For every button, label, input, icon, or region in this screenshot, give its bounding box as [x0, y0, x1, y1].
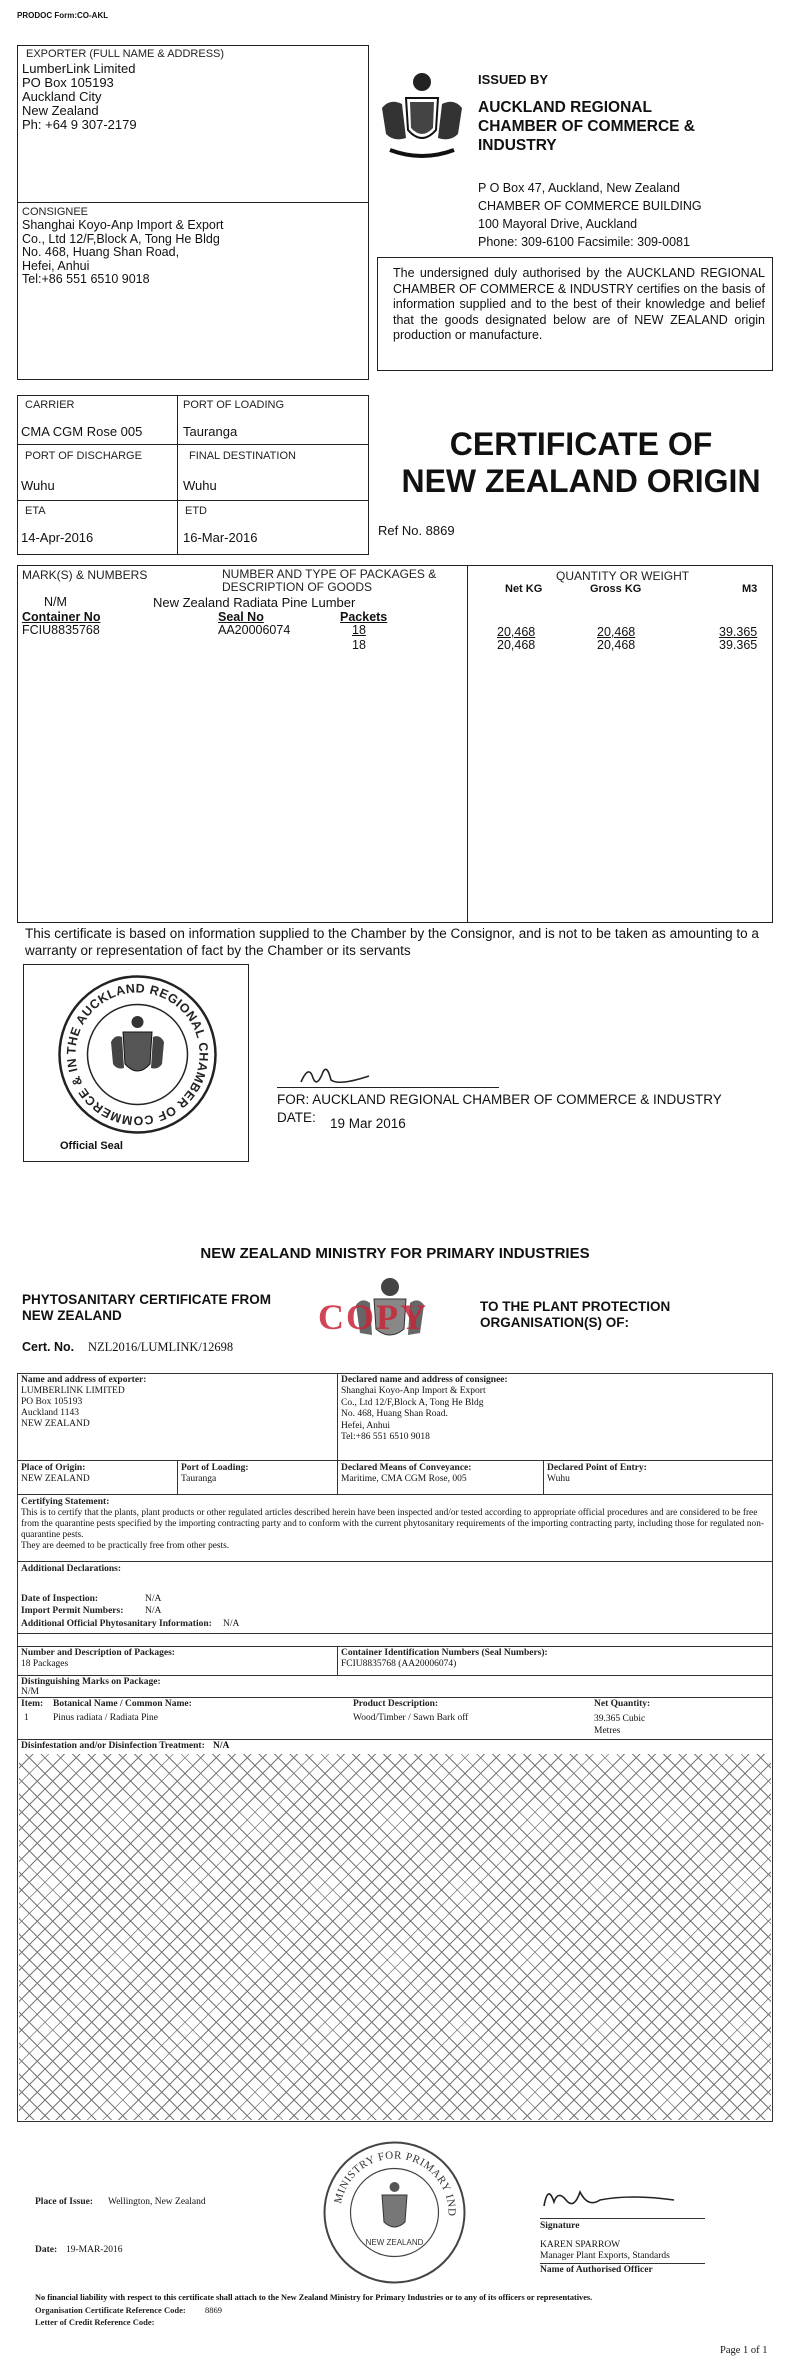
disinfestation-value: N/A [213, 1741, 230, 1751]
to-ppo-title: TO THE PLANT PROTECTION ORGANISATION(S) OF: [480, 1299, 671, 1330]
seal-no-value: AA20006074 [218, 623, 291, 637]
disclaimer-text: This certificate is based on information supplied to the Chamber by the Consignor, and is not to be taken as amounting to a warranty or representation of fact by the Chamber or its servants [25, 926, 759, 958]
mpi-consignee-value: Shanghai Koyo-Anp Import & Export Co., Ltd 12/F,Block A, Tong He Bldg No. 468, Huang Shan Road. Hefei, Anhui Tel:+86 551 6510 9018 [341, 1386, 486, 1442]
officer-signature [540, 2180, 680, 2214]
point-of-entry-label: Declared Point of Entry: [547, 1463, 647, 1473]
additional-declarations-label: Additional Declarations: [21, 1564, 122, 1574]
official-seal-stamp [55, 972, 220, 1137]
packages-value: 18 Packages [21, 1659, 69, 1669]
consignee-address: Shanghai Koyo-Anp Import & Export Co., Ltd 12/F,Block A, Tong He Bldg No. 468, Huang Shan Road, Hefei, Anhui Tel:+86 551 6510 9018 [22, 218, 224, 286]
org-ref-label: Organisation Certificate Reference Code: [35, 2305, 186, 2315]
net-quantity-label: Net Quantity: [594, 1699, 651, 1709]
issue-date-label: Date: [35, 2245, 58, 2255]
chamber-signature [295, 1060, 375, 1090]
officer-name: KAREN SPARROW [540, 2240, 621, 2250]
certifying-statement-label: Certifying Statement: [21, 1497, 110, 1507]
container-no-label: Container No [22, 610, 101, 624]
etd-value: 16-Mar-2016 [183, 530, 258, 545]
gross-kg-label: Gross KG [590, 583, 642, 595]
eta-label: ETA [25, 505, 46, 517]
goods-description: New Zealand Radiata Pine Lumber [153, 595, 356, 610]
net-quantity-value: 39.365 Cubic Metres [594, 1714, 646, 1736]
certifying-statement-text: This is to certify that the plants, plant products or other regulated articles described herein have been inspected and/or tested according to appropriate official procedures and are considered to be free from the quarantine pests specified by the importing contracting party and to conform with the current phytosanitary requirements of the importing contracting party, including those for regulated non-quarantine pests. They are deemed to be practically free from other pests. [21, 1508, 764, 1551]
item-label: Item: [21, 1699, 44, 1709]
form-id: PRODOC Form:CO-AKL [17, 11, 109, 20]
exporter-label: EXPORTER (FULL NAME & ADDRESS) [26, 48, 225, 60]
final-destination-label: FINAL DESTINATION [189, 450, 296, 462]
mpi-heading: NEW ZEALAND MINISTRY FOR PRIMARY INDUSTRIES [200, 1245, 590, 1262]
point-of-entry-value: Wuhu [547, 1474, 570, 1484]
net-kg-value: 20,468 [497, 625, 536, 639]
import-permit-label: Import Permit Numbers: [21, 1606, 124, 1616]
place-of-issue-value: Wellington, New Zealand [108, 2197, 206, 2207]
place-of-origin-label: Place of Origin: [21, 1463, 86, 1473]
reference-number: Ref No. 8869 [378, 523, 455, 538]
port-of-loading-value: Tauranga [183, 424, 238, 439]
date-of-inspection-value: N/A [145, 1594, 162, 1604]
distinguishing-marks-value: N/M [21, 1687, 39, 1697]
svg-text:MINISTRY FOR PRIMARY INDUSTRIE: MINISTRY FOR PRIMARY IND [332, 2149, 458, 2217]
conveyance-label: Declared Means of Conveyance: [341, 1463, 472, 1473]
container-no-value: FCIU8835768 [22, 623, 100, 637]
packets-value: 18 [352, 623, 366, 637]
org-ref-value: 8869 [205, 2305, 222, 2315]
mpi-exporter-label: Name and address of exporter: [21, 1375, 147, 1385]
botanical-name-value: Pinus radiata / Radiata Pine [53, 1713, 159, 1723]
seal-no-label: Seal No [218, 610, 264, 624]
packages-label: NUMBER AND TYPE OF PACKAGES & DESCRIPTION OF GOODS [222, 567, 437, 594]
distinguishing-marks-label: Distinguishing Marks on Package: [21, 1677, 161, 1687]
net-kg-total: 20,468 [497, 638, 536, 652]
product-description-label: Product Description: [353, 1699, 439, 1709]
m3-label: M3 [742, 583, 758, 595]
liability-statement: No financial liability with respect to this certificate shall attach to the New Zealand Ministry for Primary Industries or to any of its officers or representatives. [35, 2293, 593, 2302]
gross-kg-value: 20,468 [597, 625, 636, 639]
disinfestation-label: Disinfestation and/or Disinfection Treatment: [21, 1741, 205, 1751]
container-ids-label: Container Identification Numbers (Seal Numbers): [341, 1648, 548, 1658]
product-description-value: Wood/Timber / Sawn Bark off [353, 1713, 469, 1723]
lc-ref-label: Letter of Credit Reference Code: [35, 2317, 155, 2327]
mpi-consignee-label: Declared name and address of consignee: [341, 1375, 508, 1385]
svg-text:THE AUCKLAND REGIONAL CHAMBER: THE AUCKLAND REGIONAL CHAMBER OF COMMERCE & IN [64, 981, 211, 1128]
issuer-address: P O Box 47, Auckland, New Zealand CHAMBER OF COMMERCE BUILDING 100 Mayoral Drive, Auckland Phone: 309-6100 Facsimile: 309-0081 [478, 181, 702, 249]
eta-value: 14-Apr-2016 [21, 530, 94, 545]
port-of-loading-label: PORT OF LOADING [183, 399, 285, 411]
cert-no-label: Cert. No. [22, 1340, 75, 1354]
issue-date-value: 19-MAR-2016 [66, 2245, 123, 2255]
signature-label: Signature [540, 2221, 580, 2231]
m3-total: 39.365 [719, 638, 758, 652]
marks-label: MARK(S) & NUMBERS [22, 568, 148, 582]
mpi-port-of-loading-value: Tauranga [181, 1474, 217, 1484]
goods-table [17, 565, 773, 923]
place-of-issue-label: Place of Issue: [35, 2197, 94, 2207]
copy-stamp: COPY [318, 1297, 428, 1337]
certification-statement: The undersigned duly authorised by the AUCKLAND REGIONAL CHAMBER OF COMMERCE & INDUSTRY certifies on the basis of information supplied and to the best of their knowledge and belief that the goods designated below are of NEW ZEALAND origin production or manufacture. [393, 266, 765, 342]
quantity-label: QUANTITY OR WEIGHT [556, 569, 690, 583]
carrier-value: CMA CGM Rose 005 [21, 424, 143, 439]
m3-value: 39.365 [719, 625, 758, 639]
officer-title: Manager Plant Exports, Standards [540, 2251, 670, 2261]
chamber-date-value: 19 Mar 2016 [330, 1116, 406, 1131]
container-ids-value: FCIU8835768 (AA20006074) [341, 1659, 457, 1669]
port-of-discharge-value: Wuhu [21, 478, 55, 493]
officer-name-label: Name of Authorised Officer [540, 2265, 653, 2275]
additional-phyto-label: Additional Official Phytosanitary Information: [21, 1619, 212, 1629]
mpi-exporter-value: LUMBERLINK LIMITED PO Box 105193 Auckland 1143 NEW ZEALAND [21, 1386, 125, 1429]
packets-label: Packets [340, 610, 388, 624]
mpi-official-stamp [322, 2140, 467, 2285]
final-destination-value: Wuhu [183, 478, 217, 493]
chamber-date-label: DATE: [277, 1110, 316, 1125]
net-kg-label: Net KG [505, 583, 543, 595]
botanical-name-label: Botanical Name / Common Name: [53, 1699, 192, 1709]
certificate-title: CERTIFICATE OF NEW ZEALAND ORIGIN [401, 426, 761, 499]
svg-text:NEW ZEALAND: NEW ZEALAND [365, 2238, 424, 2247]
port-of-discharge-label: PORT OF DISCHARGE [25, 450, 142, 462]
packages-label: Number and Description of Packages: [21, 1648, 175, 1658]
marks-value: N/M [44, 595, 67, 609]
consignee-label: CONSIGNEE [22, 206, 89, 218]
conveyance-value: Maritime, CMA CGM Rose, 005 [341, 1474, 467, 1484]
chamber-crest-logo [376, 68, 468, 168]
date-of-inspection-label: Date of Inspection: [21, 1594, 99, 1604]
issuer-name: AUCKLAND REGIONAL CHAMBER OF COMMERCE & INDUSTRY [478, 99, 695, 154]
issued-by-label: ISSUED BY [478, 72, 549, 87]
import-permit-value: N/A [145, 1606, 162, 1616]
phyto-title: PHYTOSANITARY CERTIFICATE FROM NEW ZEALAND [22, 1292, 272, 1323]
etd-label: ETD [185, 505, 207, 517]
cancelled-area-hatch [19, 1754, 771, 2120]
chamber-for-line: FOR: AUCKLAND REGIONAL CHAMBER OF COMMERCE & INDUSTRY [277, 1092, 722, 1107]
mpi-port-of-loading-label: Port of Loading: [181, 1463, 249, 1473]
place-of-origin-value: NEW ZEALAND [21, 1474, 90, 1484]
additional-phyto-value: N/A [223, 1619, 240, 1629]
page-number: Page 1 of 1 [720, 2345, 768, 2356]
packets-total: 18 [352, 638, 366, 652]
exporter-address: LumberLink Limited PO Box 105193 Auckland City New Zealand Ph: +64 9 307-2179 [22, 61, 137, 132]
cert-no-value: NZL2016/LUMLINK/12698 [88, 1340, 234, 1354]
official-seal-caption: Official Seal [60, 1140, 123, 1152]
carrier-label: CARRIER [25, 399, 75, 411]
item-value: 1 [24, 1713, 29, 1723]
gross-kg-total: 20,468 [597, 638, 636, 652]
